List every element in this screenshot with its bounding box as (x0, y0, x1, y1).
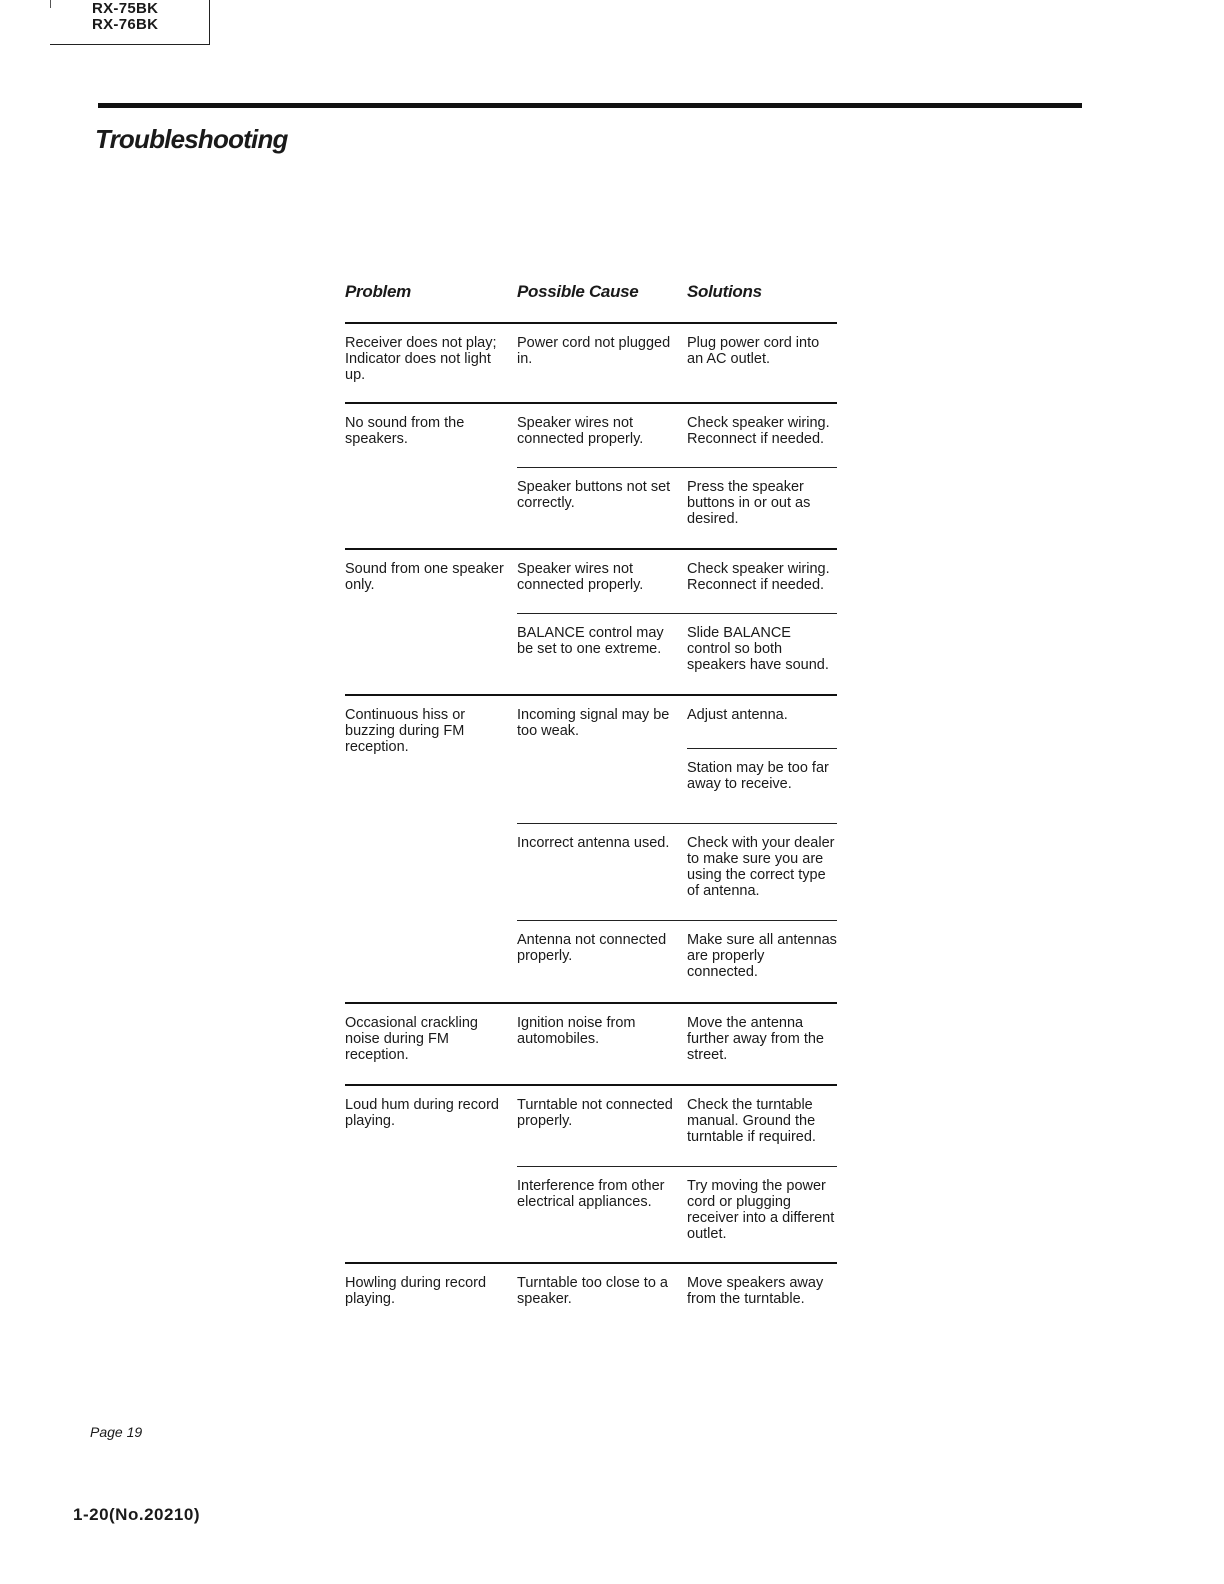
table-row (345, 1086, 837, 1264)
page-title: Troubleshooting (95, 124, 288, 154)
cause-cell: Speaker buttons not set correctly. (517, 479, 671, 511)
cause-cell: Incorrect antenna used. (517, 835, 670, 851)
solution-cell: Station may be too far away to receive. (687, 748, 837, 792)
solution-cell: Move the antenna further away from the street. (687, 1015, 824, 1063)
column-header-solutions: Solutions (687, 282, 762, 301)
solution-cell: Plug power cord into an AC outlet. (687, 335, 820, 367)
column-header-problem: Problem (345, 282, 411, 301)
solution-cell: Try moving the power cord or plugging receiver into a different outlet. (687, 1178, 835, 1242)
solution-cell: Check speaker wiring. Reconnect if needed. (687, 561, 830, 593)
solution-cell: Check the turntable manual. Ground the turntable if required. (687, 1097, 816, 1145)
model-number-box (50, 0, 210, 45)
problem-cell: Loud hum during record playing. (345, 1097, 499, 1129)
problem-cell: Howling during record playing. (345, 1275, 487, 1307)
table-row (345, 324, 837, 404)
table-row (345, 696, 837, 1004)
problem-cell: No sound from the speakers. (345, 415, 465, 447)
solution-cell: Make sure all antennas are properly connected. (687, 932, 837, 980)
cause-cell: Turntable too close to a speaker. (517, 1275, 668, 1307)
solution-cell: Press the speaker buttons in or out as desired. (687, 479, 811, 527)
solution-cell: Adjust antenna. (687, 707, 788, 723)
cause-cell: Speaker wires not connected properly. (517, 561, 644, 593)
top-rule (98, 103, 1082, 108)
model-number: RX-75BK (92, 0, 159, 17)
problem-cell: Sound from one speaker only. (345, 561, 504, 593)
solution-cell: Check speaker wiring. Reconnect if needed. (687, 415, 830, 447)
table-row (345, 1004, 837, 1086)
cause-cell: Turntable not connected properly. (517, 1097, 673, 1129)
cause-cell: Antenna not connected properly. (517, 932, 667, 964)
cause-cell: Interference from other electrical appliances. (517, 1178, 665, 1210)
cause-cell: Speaker wires not connected properly. (517, 415, 644, 447)
table-header (345, 282, 837, 324)
model-number: RX-76BK (92, 16, 159, 33)
cause-cell: Ignition noise from automobiles. (517, 1015, 636, 1047)
column-header-cause: Possible Cause (517, 282, 639, 301)
cause-cell: Power cord not plugged in. (517, 335, 671, 367)
problem-cell: Continuous hiss or buzzing during FM reception. (345, 707, 466, 755)
solution-cell: Move speakers away from the turntable. (687, 1275, 824, 1307)
page-number: Page 19 (90, 1424, 143, 1440)
solution-cell: Slide BALANCE control so both speakers have sound. (687, 625, 829, 673)
troubleshooting-table (345, 282, 837, 1324)
problem-cell: Occasional crackling noise during FM reception. (345, 1015, 478, 1063)
table-row (345, 550, 837, 696)
problem-cell: Receiver does not play; Indicator does not light up. (345, 335, 497, 383)
table-row (345, 1264, 837, 1324)
cause-cell: BALANCE control may be set to one extreme. (517, 625, 664, 657)
table-row (345, 404, 837, 550)
solution-cell: Check with your dealer to make sure you are using the correct type of antenna. (687, 835, 835, 899)
document-code: 1-20(No.20210) (73, 1505, 201, 1524)
cause-cell: Incoming signal may be too weak. (517, 707, 670, 739)
